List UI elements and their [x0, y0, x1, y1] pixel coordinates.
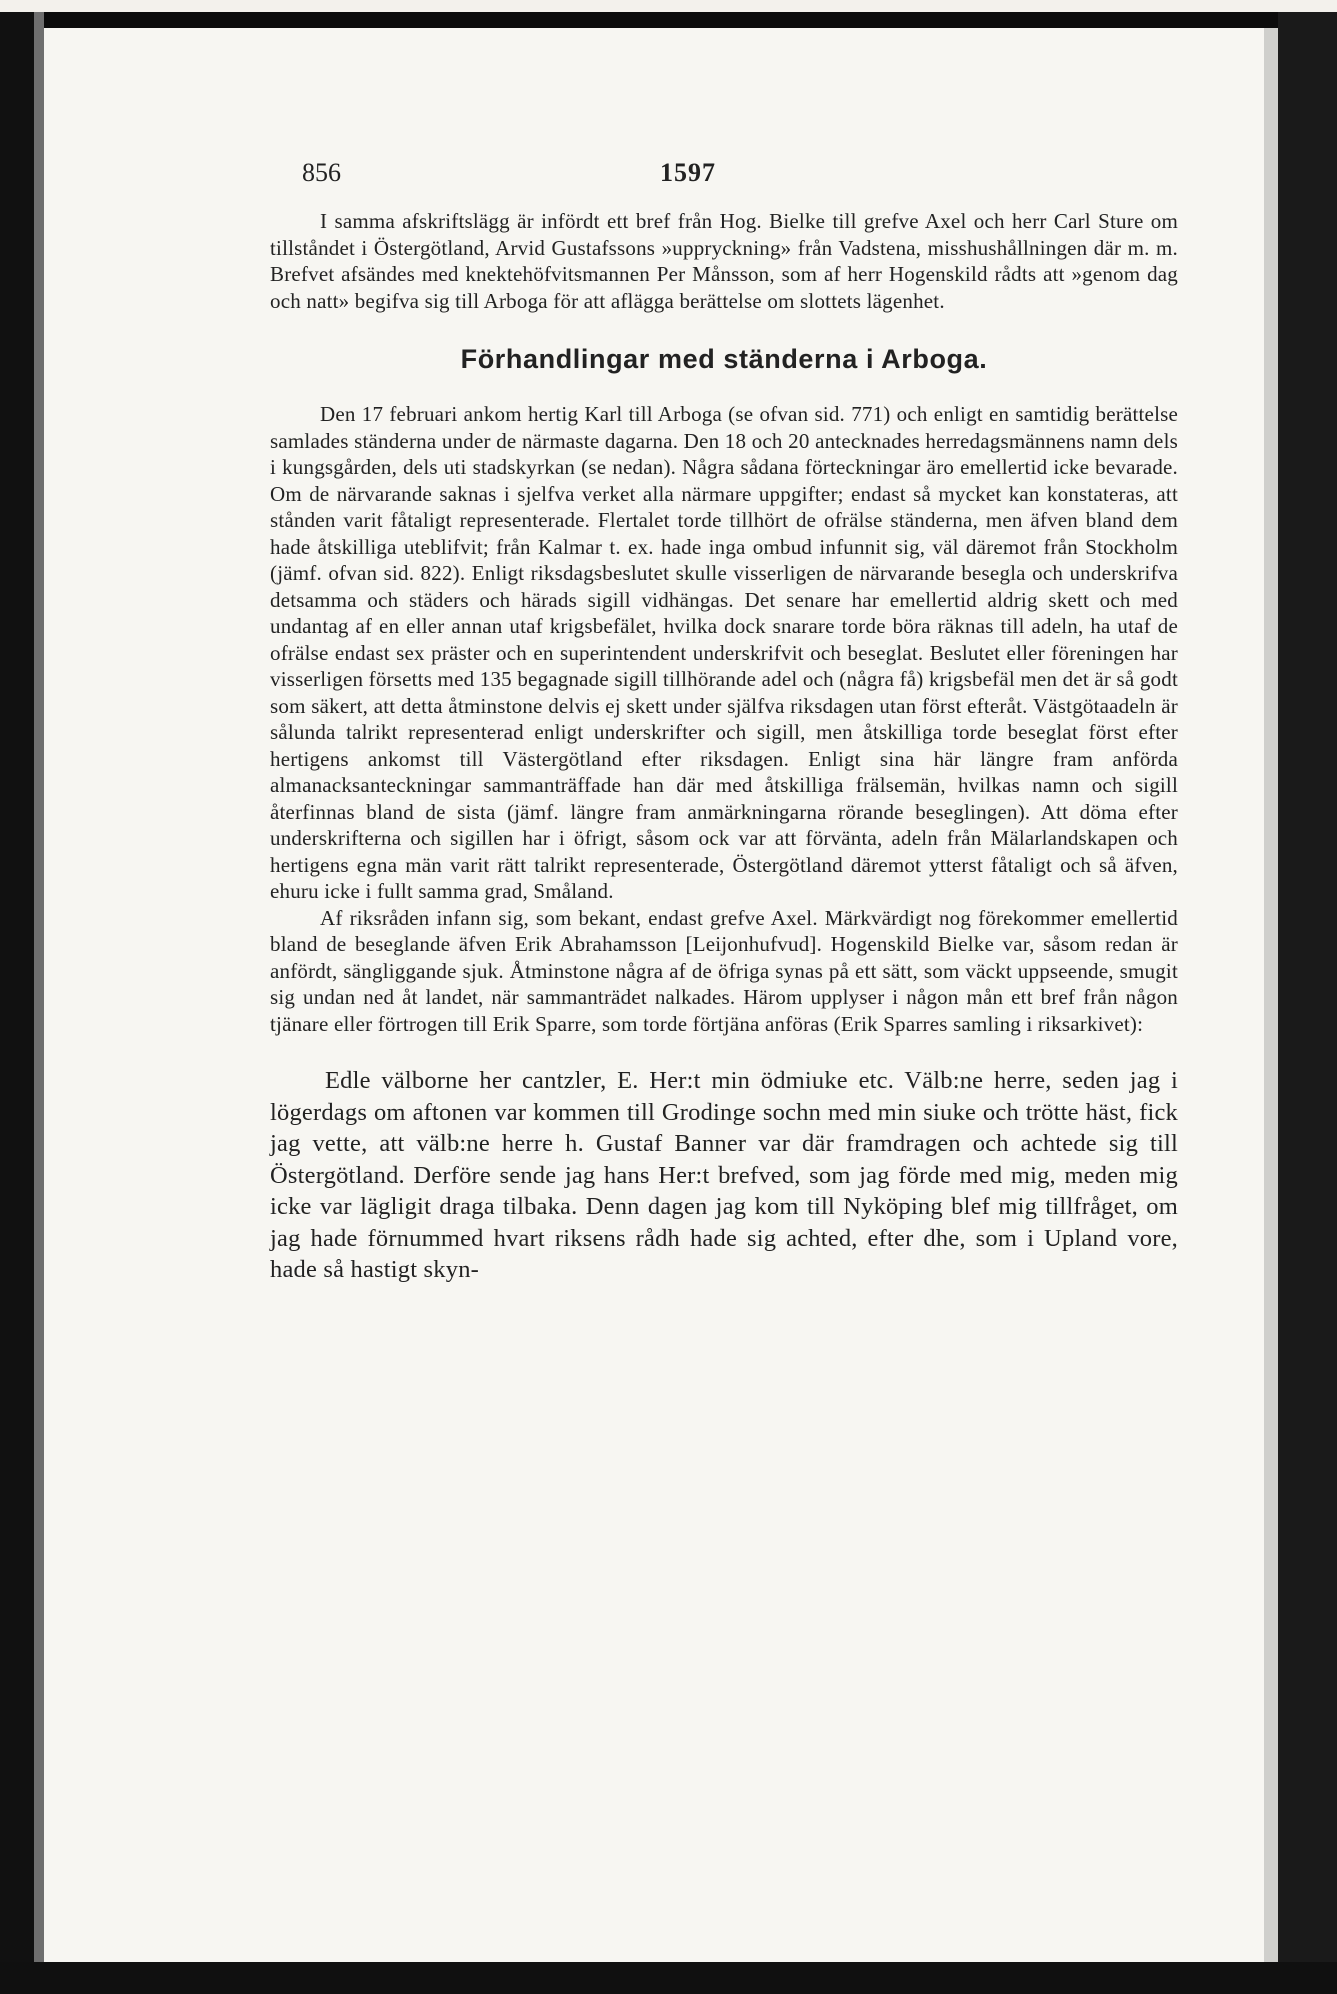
- scan-frame-left: [0, 12, 34, 1994]
- page-header: [270, 150, 1178, 190]
- page-number: 856: [302, 158, 341, 187]
- intro-paragraph: I samma afskriftslägg är infördt ett bref från Hog. Bielke till grefve Axel och herr Carl Sture om tillståndet i Östergötland, Arvid Gustafssons »uppryckning» från Vadstena, misshushållningen där m. m. Brefvet afsändes med knektehöfvitsmannen Per Månsson, som af herr Hogenskild rådts att »genom dag och natt» begifva sig till Arboga för att aflägga berättelse om slottets lägenhet.: [270, 209, 1178, 313]
- section-heading: Förhandlingar med ständerna i Arboga.: [460, 344, 988, 374]
- scan-frame-bottom: [0, 1962, 1337, 1994]
- body-paragraph-1: Den 17 februari ankom hertig Karl till Arboga (se ofvan sid. 771) och enligt en samtidig berättelse samlades ständerna under de närmaste dagarna. Den 18 och 20 antecknades herredagsmännens namn dels i kungsgården, dels uti stadskyrkan (se nedan). Några sådana förteckningar äro emellertid icke bevarade. Om de närvarande saknas i sjelfva verket alla närmare uppgifter; endast så mycket kan konstateras, att stånden varit fåtaligt representerade. Flertalet torde tillhört de ofrälse ständerna, men äfven bland dem hade åtskilliga uteblifvit; från Kalmar t. ex. hade inga ombud infunnit sig, väl däremot från Stockholm (jämf. ofvan sid. 822). Enligt riksdagsbeslutet skulle visserligen de närvarande besegla och underskrifva detsamma och städers och härads sigill vidhängas. Det senare har emellertid aldrig skett och med undantag af en eller annan utaf krigsbefälet, hvilka dock snarare torde böra räknas till adeln, ha utaf de ofrälse endast sex präster och en superintendent underskrifvit och beseglat. Beslutet eller föreningen har visserligen försetts med 135 begagnade sigill tillhörande adel och (några få) krigsbefäl men det är så godt som säkert, att detta åtminstone delvis ej skett under själfva riksdagen utan först efteråt. Västgötaadeln är sålunda talrikt representerad enligt underskrifter och sigill, men åtskilliga torde beseglat först efter hertigens ankomst till Västergötland efter riksdagen. Enligt sina här längre fram anförda almanacksanteckningar sammanträffade han där med åtskilliga frälsemän, hvilkas namn och sigill återfinnas bland de sista (jämf. längre fram anmärkningarna rörande beseglingen). Att döma efter underskrifterna och sigillen har i öfrigt, såsom ock var att förvänta, adeln från Mälarlandskapen och hertigens egna män varit rätt talrikt representerade, Östergötland däremot ytterst fåtaligt och så äfven, ehuru icke i fullt samma grad, Småland.: [270, 402, 1178, 903]
- scan-frame-right: [1278, 12, 1337, 1994]
- letter-paragraph: Edle välborne her cantzler, E. Her:t min ödmiuke etc. Välb:ne herre, seden jag i lögerdags om aftonen var kommen till Grodinge sochn med min siuke och trötte häst, fick jag vette, att välb:ne herre h. Gustaf Banner var där framdragen och achtede sig till Östergötland. Derföre sende jag hans Her:t brefved, som jag förde med mig, meden mig icke var lägligit draga tilbaka. Denn dagen jag kom till Nyköping blef mig tillfråget, om jag hade förnummed hvart riksens rådh hade sig achted, efter dhe, som i Upland vore, hade så hastigt skyn-: [270, 1067, 1178, 1283]
- document-page: [270, 150, 1178, 1286]
- page-year: 1597: [660, 158, 716, 187]
- scan-frame-left-shadow: [34, 12, 44, 1994]
- scan-frame-right-edge: [1264, 28, 1278, 1962]
- scan-frame-top: [0, 12, 1337, 28]
- body-paragraph-2: Af riksråden infann sig, som bekant, endast grefve Axel. Märkvärdigt nog förekommer emellertid bland de beseglande äfven Erik Abrahamsson [Leijonhufvud]. Hogenskild Bielke var, såsom redan är anfördt, sängliggande sjuk. Åtminstone några af de öfriga synas på ett sätt, som väckt uppseende, smugit sig undan ned åt landet, när sammanträdet nalkades. Härom upplyser i någon mån ett bref från någon tjänare eller förtrogen till Erik Sparre, som torde förtjäna anföras (Erik Sparres samling i riksarkivet):: [270, 905, 1178, 1036]
